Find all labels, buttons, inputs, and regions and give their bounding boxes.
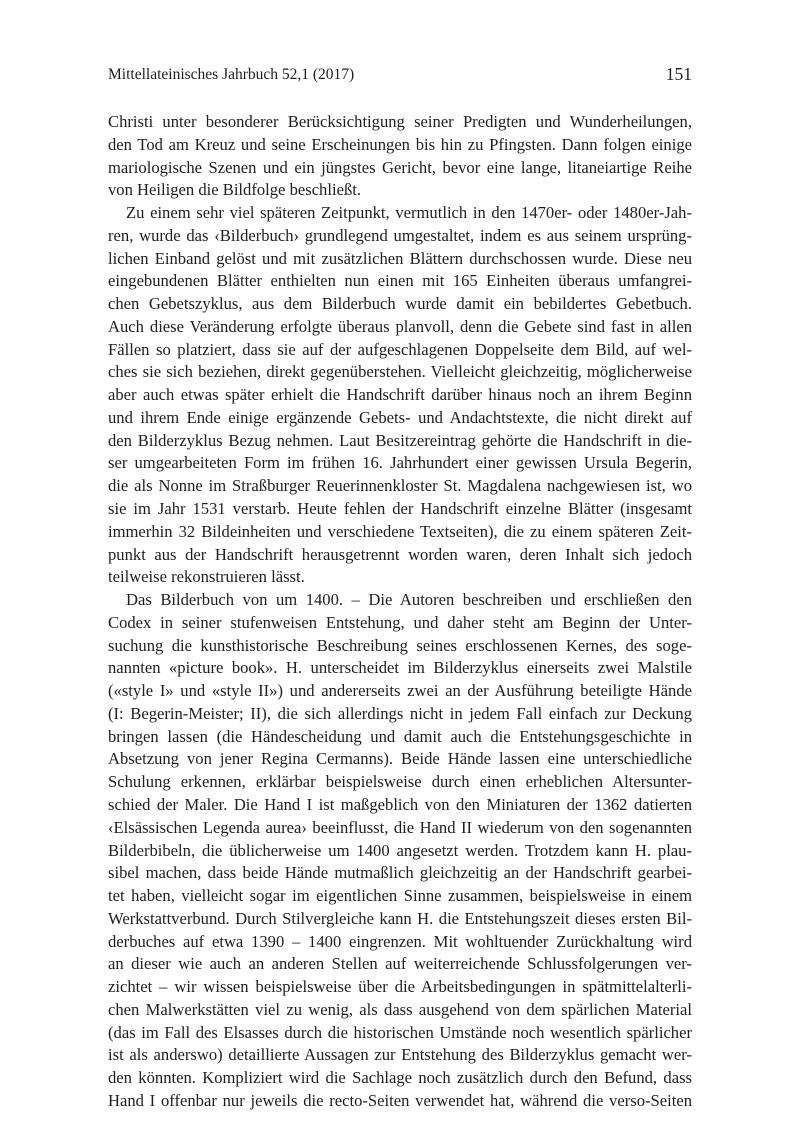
text-line: Schulung erkennen, erklärbar beispielsweise durch einen erheblichen Altersunter- [108,772,692,792]
text-line: nannten «picture book». H. unterscheidet im Bilderzyklus einerseits zwei Malstile [108,658,692,678]
text-line: ‹Elsässischen Legenda aurea› beeinflusst, die Hand II wiederum von den sogenannten [108,817,692,837]
running-header [108,66,692,90]
text-line: bringen lassen (die Händescheidung und damit auch die Entstehungsgeschichte in [108,726,692,746]
text-line: Codex in seiner stufenweisen Entstehung, und daher steht am Beginn der Unter- [108,612,692,632]
paragraph [108,589,692,1113]
text-line: und ihrem Ende einige ergänzende Gebets- und Andachtstexte, die nicht direkt auf [108,407,692,427]
page-number: 151 [665,64,692,84]
paragraph [108,202,692,589]
text-line: sibel machen, dass beide Hände mutmaßlich gleichzeitig an der Handschrift gearbei- [108,863,692,883]
text-line: Hand I offenbar nur jeweils die recto-Seiten verwendet hat, während die verso-Seiten [108,1090,692,1110]
text-line: suchung die kunsthistorische Beschreibung seines erschlossenen Kernes, des soge- [108,635,692,655]
text-line: ist als anderswo) detaillierte Aussagen zur Entstehung des Bilderzyklus gemacht wer- [108,1045,692,1065]
text-line: Das Bilderbuch von um 1400. – Die Autoren beschreiben und erschließen den [126,590,692,610]
text-line: ren, wurde das ‹Bilderbuch› grundlegend umgestaltet, indem es aus seinem ursprüng- [108,225,692,245]
paragraph [108,111,692,202]
text-line: Zu einem sehr viel späteren Zeitpunkt, vermutlich in den 1470er- oder 1480er-Jah- [126,203,692,223]
body-text [108,111,692,1113]
text-line: Fällen so platziert, dass sie auf der aufgeschlagenen Doppelseite dem Bild, auf wel- [108,339,692,359]
text-line: lichen Einband gelöst und mit zusätzlichen Blättern durchschossen wurde. Diese neu [108,248,692,268]
text-line: eingebundenen Blätter enthielten nun einen mit 165 Einheiten überaus umfangrei- [108,271,692,291]
text-line: ches sie sich beziehen, direkt gegenüberstehen. Vielleicht gleichzeitig, möglicherweise [108,362,692,382]
text-line: Bilderbibeln, die üblicherweise um 1400 angesetzt werden. Trotzdem kann H. plau- [108,840,692,860]
text-line: sie im Jahr 1531 verstarb. Heute fehlen der Handschrift einzelne Blätter (insgesamt [108,499,692,519]
text-line: den Tod am Kreuz und seine Erscheinungen bis hin zu Pfingsten. Dann folgen einige [108,134,692,154]
text-line: die als Nonne im Straßburger Reuerinnenkloster St. Magdalena nachgewiesen ist, wo [108,476,692,496]
text-line: zichtet – wir wissen beispielsweise über die Arbeitsbedingungen in spätmittelalterli- [108,977,692,997]
text-line: derbuches auf etwa 1390 – 1400 eingrenzen. Mit wohltuender Zurückhaltung wird [108,931,692,951]
text-line: den könnten. Kompliziert wird die Sachlage noch zusätzlich durch den Befund, dass [108,1068,692,1088]
text-line: chen Gebetszyklus, aus dem Bilderbuch wurde damit ein bebildertes Gebetbuch. [108,294,692,314]
text-line: immerhin 32 Bildeinheiten und verschiedene Textseiten), die zu einem späteren Zeit- [108,521,692,541]
text-line: Christi unter besonderer Berücksichtigung seiner Predigten und Wunderheilungen, [108,112,692,131]
text-line: (das im Fall des Elsasses durch die historischen Umstände noch wesentlich spärlicher [108,1022,692,1042]
text-line: von Heiligen die Bildfolge beschließt. [108,180,361,200]
text-line: (I: Begerin-Meister; II), die sich allerdings nicht in jedem Fall einfach zur Deckung [108,703,692,723]
journal-title: Mittellateinisches Jahrbuch 52,1 (2017) [108,66,355,83]
text-line: aber auch etwas später erhielt die Handschrift darüber hinaus noch an ihrem Beginn [108,385,692,405]
text-line: den Bilderzyklus Bezug nehmen. Laut Besitzereintrag gehörte die Handschrift in die- [108,430,692,450]
text-line: Auch diese Veränderung erfolgte überaus planvoll, denn die Gebete sind fast in allen [108,316,692,336]
text-line: mariologische Szenen und ein jüngstes Gericht, bevor eine lange, litaneiartige Reihe [108,157,692,177]
text-line: chen Malwerkstätten viel zu wenig, als dass ausgehend von dem spärlichen Material [108,999,692,1019]
text-line: schied der Maler. Die Hand I ist maßgeblich von den Miniaturen der 1362 datierten [108,794,692,814]
text-line: teilweise rekonstruieren lässt. [108,567,305,587]
text-line: («style I» und «style II») und andererseits zwei an der Ausführung beteiligte Hände [108,681,692,701]
text-line: punkt aus der Handschrift herausgetrennt worden waren, deren Inhalt sich jedoch [108,544,692,564]
text-line: Absetzung von jener Regina Cermanns). Beide Hände lassen eine unterschiedliche [108,749,692,769]
text-line: tet haben, vielleicht sogar im eigentlichen Sinne zusammen, beispielsweise in einem [108,886,692,906]
text-line: an dieser wie auch an anderen Stellen auf weiterreichende Schlussfolgerungen ver- [108,954,692,974]
text-line: Werkstattverbund. Durch Stilvergleiche kann H. die Entstehungszeit dieses ersten Bil- [108,908,692,928]
text-line: ser umgearbeiteten Form im frühen 16. Jahrhundert einer gewissen Ursula Begerin, [108,453,692,473]
